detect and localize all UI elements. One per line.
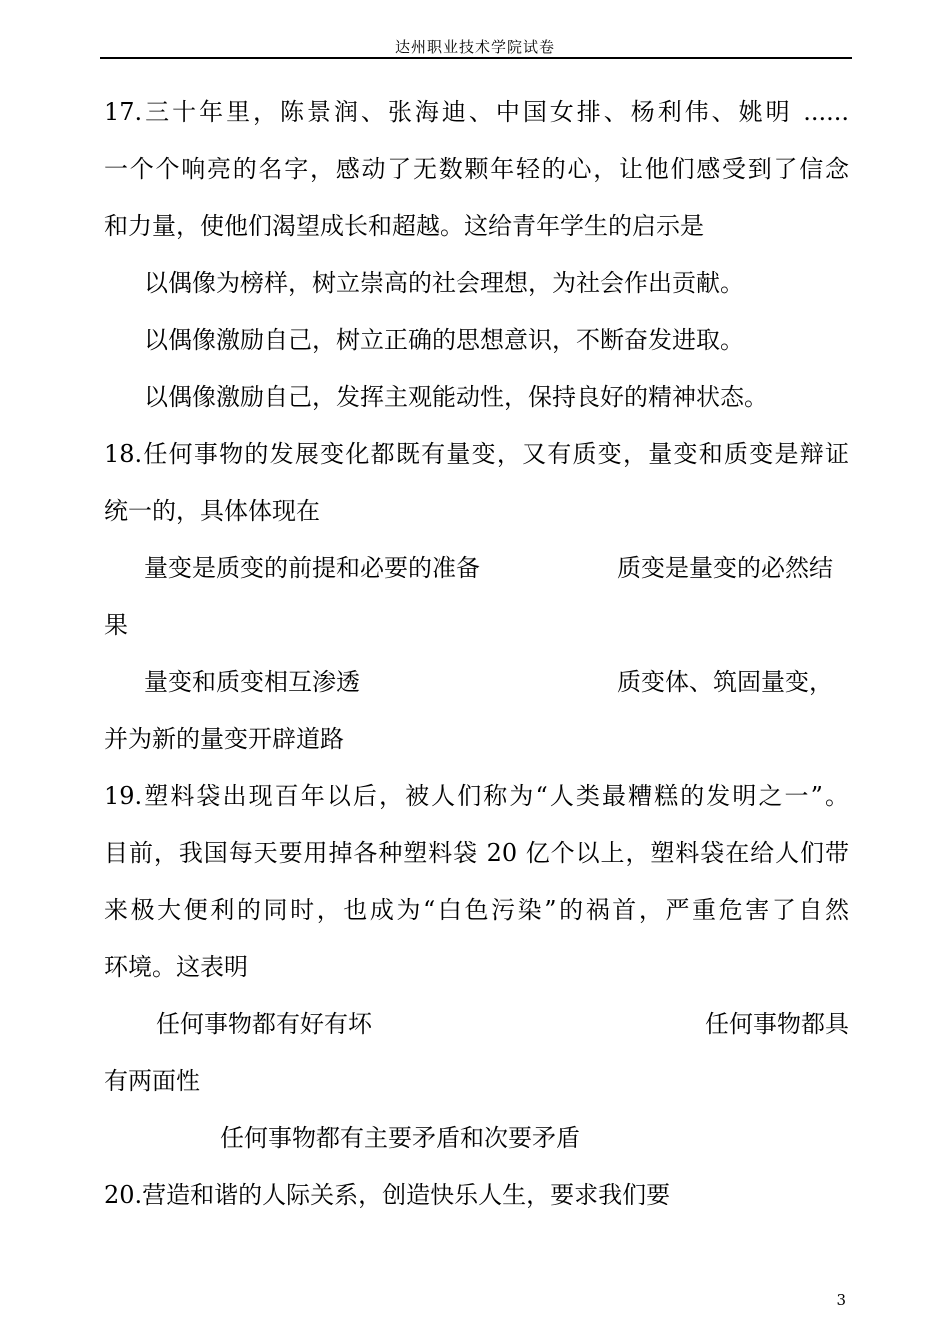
q17-option-1: 以偶像为榜样，树立崇高的社会理想，为社会作出贡献。: [144, 269, 744, 297]
q18-option-b-continued: 果: [104, 611, 128, 639]
q17-line-3: 和力量，使他们渴望成长和超越。这给青年学生的启示是: [104, 212, 704, 240]
q18-option-b: 质变是量变的必然结: [617, 554, 833, 582]
q18-options-row-1: [104, 540, 849, 597]
q19-option-b: 任何事物都具: [705, 1010, 849, 1038]
q19-line-3: 来极大便利的同时，也成为“白色污染”的祸首，严重危害了自然: [104, 896, 849, 924]
q17-line-1: 17.三十年里，陈景润、张海迪、中国女排、杨利伟、姚明 ......: [104, 98, 849, 126]
q18-options-row-2: [104, 654, 849, 711]
q20-line-1: 20.营造和谐的人际关系，创造快乐人生，要求我们要: [104, 1181, 671, 1209]
q18-line-1: 18.任何事物的发展变化都既有量变，又有质变，量变和质变是辩证: [104, 440, 849, 468]
q19-line-4: 环境。这表明: [104, 953, 248, 981]
page-number: 3: [836, 1291, 846, 1309]
header-divider: [100, 57, 852, 59]
q19-options-row-1: [104, 996, 849, 1053]
exam-content: [104, 84, 849, 1224]
q17-option-2: 以偶像激励自己，树立正确的思想意识，不断奋发进取。: [144, 326, 744, 354]
q18-option-d: 质变体、筑固量变，: [617, 668, 833, 696]
q19-line-2: 目前，我国每天要用掉各种塑料袋 20 亿个以上，塑料袋在给人们带: [104, 839, 849, 867]
page-header-title: 达州职业技术学院试卷: [394, 38, 555, 56]
q19-option-a: 任何事物都有好有坏: [156, 1010, 372, 1038]
q18-line-2: 统一的，具体体现在: [104, 497, 320, 525]
q18-option-d-continued: 并为新的量变开辟道路: [104, 725, 344, 753]
q19-option-b-continued: 有两面性: [104, 1067, 200, 1095]
q19-option-c: 任何事物都有主要矛盾和次要矛盾: [220, 1124, 580, 1152]
q17-line-2: 一个个响亮的名字，感动了无数颗年轻的心，让他们感受到了信念: [104, 155, 849, 183]
q18-option-a: 量变是质变的前提和必要的准备: [144, 554, 480, 582]
q19-line-1: 19.塑料袋出现百年以后，被人们称为“人类最糟糕的发明之一”。: [104, 782, 849, 810]
q18-option-c: 量变和质变相互渗透: [144, 668, 360, 696]
q17-option-3: 以偶像激励自己，发挥主观能动性，保持良好的精神状态。: [144, 383, 768, 411]
